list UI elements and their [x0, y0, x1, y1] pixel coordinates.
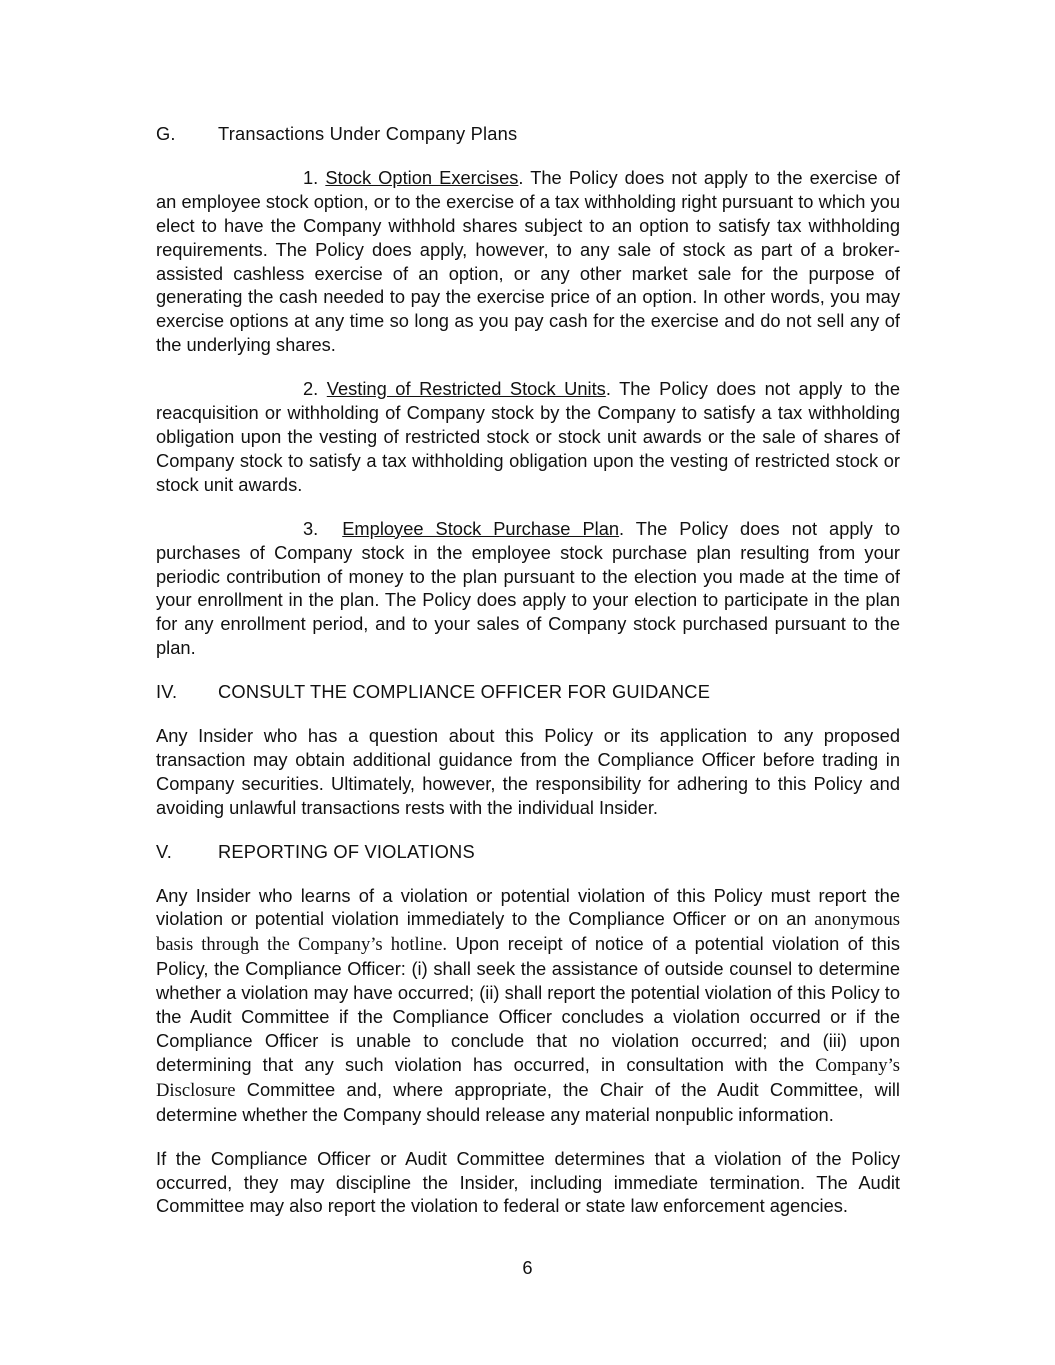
item-2-number: 2.: [303, 378, 319, 400]
section-iv-paragraph: Any Insider who has a question about this Policy or its application to any proposed transaction may obtain additional guidance from the Compliance Officer before trading in Company securities. Ultimately, however, the responsibility for adhering to this Policy and avoiding unlawful transactions rests with the individual Insider.: [156, 725, 900, 818]
document-page: [156, 122, 900, 1238]
section-g-letter: G.: [156, 123, 176, 144]
section-v-paragraph-2: If the Compliance Officer or Audit Committee determines that a violation of the Policy occurred, they may discipline the Insider, including immediate termination. The Audit Committee may also report the violation to federal or state law enforcement agencies.: [156, 1147, 900, 1217]
item-3-title: Employee Stock Purchase Plan: [342, 517, 620, 539]
item-1-paragraph: [156, 166, 900, 357]
section-v-paragraph-1: [156, 884, 900, 1127]
section-v-p1-serif1: anonymous basis through the Company’s hotline.: [156, 909, 900, 956]
section-g-heading: [156, 122, 900, 146]
item-1-title: Stock Option Exercises: [325, 166, 519, 188]
item-3-number: 3.: [303, 517, 319, 539]
page-number: 6: [522, 1257, 533, 1278]
section-v-p1-part2: Upon receipt of notice of a potential violation of this Policy, the Compliance Officer: (i) shall seek the assistance of outside counsel to determine whether a violation may have occurred; (ii) shall report the potential violation of this Policy to the Audit Committee if the Compliance Officer concludes a violation occurred or if the Compliance Officer is unable to conclude that no violation occurred; and (iii) upon determining that any such violation has occurred, in consultation with the: [156, 933, 900, 1075]
item-3-text: . The Policy does not apply to purchases of Company stock in the employee stock purchase plan resulting from your periodic contribution of money to the plan pursuant to the election you made at the time of your enrollment in the plan. The Policy does apply to your election to participate in the plan for any enrollment period, and to your sales of Company stock purchased pursuant to the plan.: [156, 517, 900, 659]
section-v-heading: [156, 840, 900, 864]
section-v-number: V.: [156, 840, 172, 862]
item-2-paragraph: [156, 377, 900, 497]
item-2-title: Vesting of Restricted Stock Units: [326, 378, 606, 400]
section-v-p1-part3: Committee and, where appropriate, the Chair of the Audit Committee, will determine whether the Company should release any material nonpublic information.: [156, 1078, 900, 1125]
section-iv-title: CONSULT THE COMPLIANCE OFFICER FOR GUIDANCE: [218, 681, 711, 703]
section-g-title: Transactions Under Company Plans: [218, 123, 518, 144]
item-3-paragraph: [156, 517, 900, 660]
section-v-p1-serif2: Company’s Disclosure: [156, 1054, 900, 1101]
section-v-title: REPORTING OF VIOLATIONS: [218, 840, 475, 862]
section-iv-heading: [156, 680, 900, 704]
item-2-text: . The Policy does not apply to the reacquisition or withholding of Company stock by the Company to satisfy a tax withholding obligation upon the vesting of restricted stock or stock unit awards or the sale of shares of Company stock to satisfy a tax withholding obligation upon the vesting of restricted stock or stock unit awards.: [156, 378, 900, 495]
section-iv-number: IV.: [156, 681, 178, 703]
section-v-p1-part1: Any Insider who learns of a violation or potential violation of this Policy must report the violation or potential violation immediately to the Compliance Officer or on an: [156, 884, 900, 930]
item-1-number: 1.: [303, 166, 319, 188]
item-1-text: . The Policy does not apply to the exercise of an employee stock option, or to the exercise of a tax withholding right pursuant to which you elect to have the Company withhold shares subject to an option to satisfy tax withholding requirements. The Policy does apply, however, to any sale of stock as part of a broker-assisted cashless exercise of an option, or any other market sale for the purpose of generating the cash needed to pay the exercise price of an option. In other words, you may exercise options at any time so long as you pay cash for the exercise and do not sell any of the underlying shares.: [156, 166, 900, 356]
